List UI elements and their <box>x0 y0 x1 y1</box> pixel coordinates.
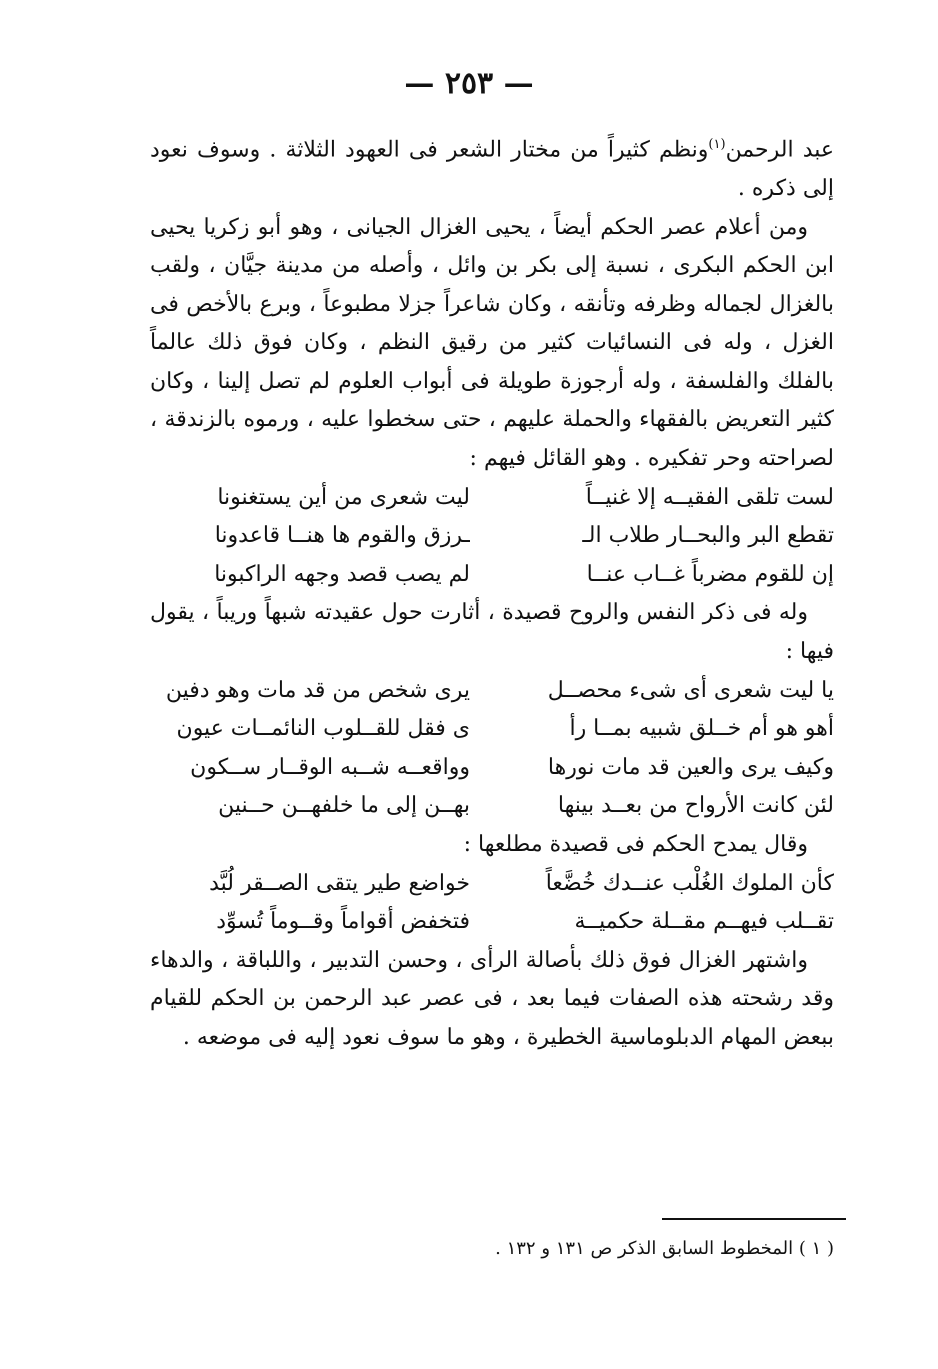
poem-block <box>150 865 834 942</box>
main-text <box>150 126 834 1058</box>
verse-first-hemistich: وكيف يرى والعين قد مات نورها <box>547 754 834 780</box>
verse-line <box>150 556 834 595</box>
verse-line <box>150 672 834 711</box>
verse-line <box>150 749 834 788</box>
verse-first-hemistich: إن للقوم مضرباً غــاب عنــا <box>586 561 834 587</box>
verse-second-hemistich: يرى شخص من قد مات وهو دفين <box>165 677 470 703</box>
verse-line <box>150 710 834 749</box>
verse-line <box>150 787 834 826</box>
verse-second-hemistich: ـرزق والقوم ها هنــا قاعدونا <box>214 523 470 549</box>
verse-second-hemistich: خواضع طير يتقى الصــقر لُبَّد <box>209 870 470 896</box>
paragraph-text: عبد الرحمن <box>725 137 835 163</box>
paragraph: وقال يمدح الحكم فى قصيدة مطلعها : <box>463 832 808 858</box>
verse-first-hemistich: لئن كانت الأرواح من بعــد بينها <box>557 793 834 819</box>
footnote-divider <box>662 1218 846 1220</box>
page-number: — ٢٥٣ — <box>404 66 534 101</box>
verse-first-hemistich: تقــلب فيهــم مقــلة حكميــة <box>574 909 834 935</box>
verse-second-hemistich: فتخفض أقواماً وقــوماً تُسوِّد <box>216 909 470 935</box>
verse-line <box>150 865 834 904</box>
verse-line <box>150 517 834 556</box>
verse-first-hemistich: كأن الملوك الغُلْب عنــدك خُضَّعاً <box>545 870 834 896</box>
poem-block <box>150 672 834 826</box>
footnote: ( ١ ) المخطوط السابق الذكر ص ١٣١ و ١٣٢ . <box>495 1238 834 1259</box>
verse-second-hemistich: بهــن إلى ما خلفهــن حــنين <box>218 793 470 819</box>
verse-second-hemistich: ى فقل للقــلوب النائمــات عيون <box>176 716 470 742</box>
paragraph-text: ونظم كثيراً من مختار الشعر فى العهود الثلاثة . وسوف نعود إلى ذكره . <box>150 137 834 201</box>
verse-first-hemistich: يا ليت شعرى أى شىء محصــل <box>547 677 834 703</box>
verse-first-hemistich: تقطع البر والبحــار طلاب الـ <box>582 523 834 549</box>
paragraph: ومن أعلام عصر الحكم أيضاً ، يحيى الغزال الجيانى ، وهو أبو زكريا يحيى ابن الحكم البكرى ، نسبة إلى بكر بن وائل ، وأصله من مدينة جيَّان ، ولقب بالغزال لجماله وظرفه وتأنقه ، وكان شاعراً جزلا مطبوعاً ، وبرع بالأخص فى الغزل ، وله فى النسائيات كثير من رقيق النظم ، وكان فوق ذلك عالماً بالفلك والفلسفة ، وله أرجوزة طويلة فى أبواب العلوم لم تصل إلينا ، وكان كثير التعريض بالفقهاء والحملة عليهم ، حتى سخطوا عليه ، ورموه بالزندقة ، لصراحته وحر تفكيره . وهو القائل فيهم : <box>150 214 834 472</box>
paragraph: وله فى ذكر النفس والروح قصيدة ، أثارت حول عقيدته شبهاً وريباً ، يقول فيها : <box>150 600 834 665</box>
verse-second-hemistich: وواقعــه شــبه الوقــار ســكون <box>190 754 470 780</box>
verse-second-hemistich: ليت شعرى من أين يستغنونا <box>217 484 470 510</box>
verse-first-hemistich: لست تلقى الفقيــه إلا غنيــاً <box>585 484 834 510</box>
poem-block <box>150 479 834 595</box>
verse-line <box>150 903 834 942</box>
paragraph: واشتهر الغزال فوق ذلك بأصالة الرأى ، وحسن التدبير ، واللباقة ، والدهاء وقد رشحته هذه الصفات فيما بعد ، فى عصر عبد الرحمن بن الحكم للقيام ببعض المهام الدبلوماسية الخطيرة ، وهو ما سوف نعود إليه فى موضعه . <box>150 947 834 1050</box>
paragraph <box>150 126 834 209</box>
footnote-marker: (١) <box>708 137 726 152</box>
verse-line <box>150 479 834 518</box>
verse-first-hemistich: أهو هو أم خــلق شبيه بمــا رأ <box>569 716 834 742</box>
verse-second-hemistich: لم يصب قصد وجهه الراكبونا <box>214 561 470 587</box>
